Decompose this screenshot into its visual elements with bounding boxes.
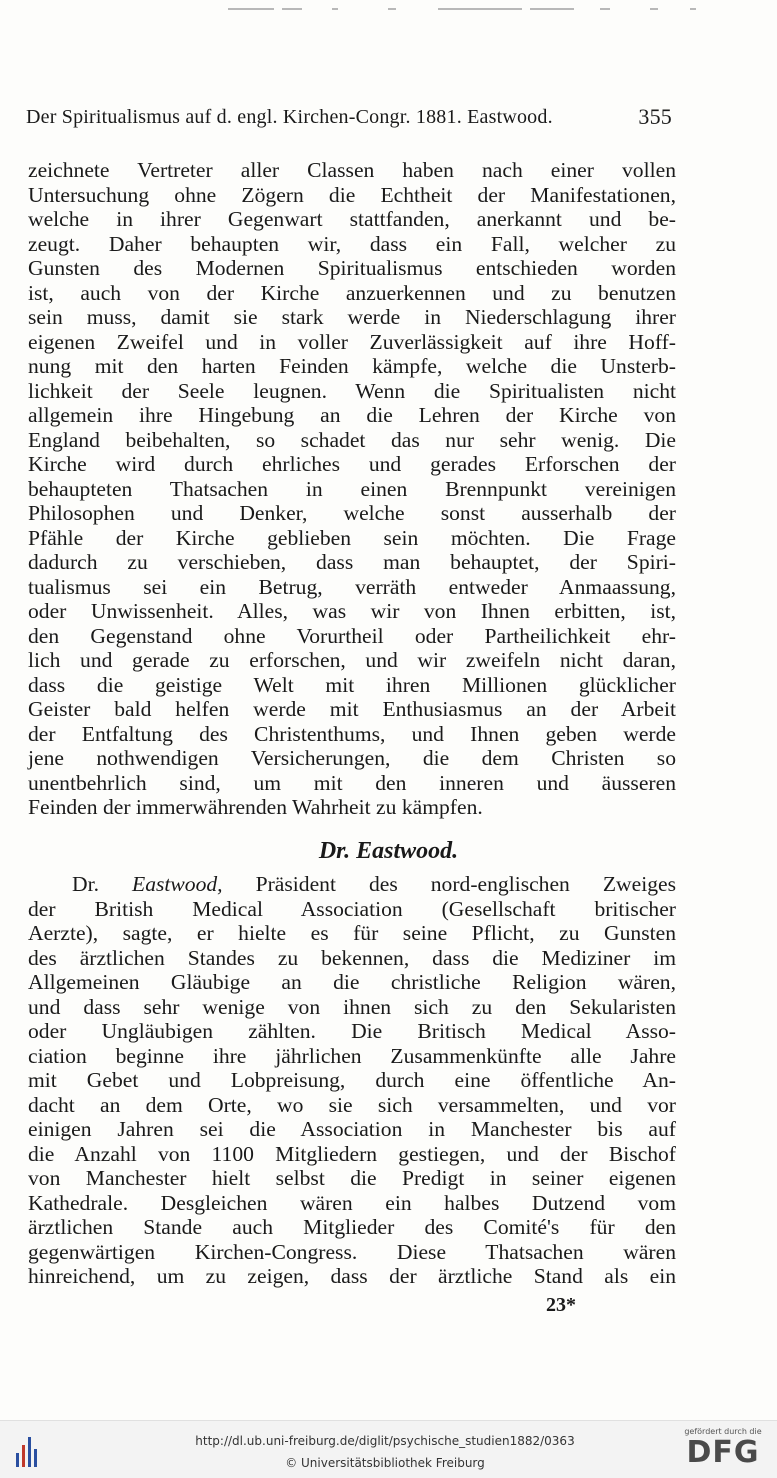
text-line: Aerzte), sagte, er hielte es für seine Pflicht, zu Gunsten — [28, 921, 676, 945]
text-line: ciation beginne ihre jährlichen Zusammenkünfte alle Jahre — [28, 1043, 676, 1068]
dfg-caption: gefördert durch die — [684, 1427, 762, 1436]
copyright-text: © Universitätsbibliothek Freiburg — [285, 1456, 485, 1470]
text-line: dass die geistige Welt mit ihren Millionen glücklicher — [28, 672, 676, 697]
text-line: der Entfaltung des Christenthums, und Ihnen geben werde — [28, 721, 676, 746]
text-line: den Gegenstand ohne Vorurtheil oder Partheilichkeit ehr- — [28, 623, 676, 648]
text-line: Feinden der immerwährenden Wahrheit zu kämpfen. — [28, 795, 483, 819]
text-line: sein muss, damit sie stark werde in Niederschlagung ihrer — [28, 305, 676, 329]
text-line: Gunsten des Modernen Spiritualismus entschieden worden — [28, 256, 676, 280]
first-line-prefix: Dr. — [72, 872, 132, 896]
text-line: zeugt. Daher behaupten wir, dass ein Fall, welcher zu — [28, 231, 676, 256]
text-line: zeichnete Vertreter aller Classen haben nach einer vollen — [28, 158, 676, 182]
person-name: Eastwood, — [132, 872, 223, 896]
text-line: lich und gerade zu erforschen, und wir zweifeln nicht daran, — [28, 648, 676, 672]
text-line: und dass sehr wenige von ihnen sich zu den Sekularisten — [28, 994, 676, 1019]
text-line: oder Unwissenheit. Alles, was wir von Ihnen erbitten, ist, — [28, 599, 676, 623]
text-line: einigen Jahren sei die Association in Manchester bis auf — [28, 1117, 676, 1141]
text-line: Geister bald helfen werde mit Enthusiasmus an der Arbeit — [28, 697, 676, 721]
dfg-logo — [677, 1427, 769, 1475]
paragraph-2 — [28, 872, 676, 1289]
text-line: behaupteten Thatsachen in einen Brennpunkt vereinigen — [28, 476, 676, 501]
text-line: jene nothwendigen Versicherungen, die dem Christen so — [28, 746, 676, 770]
text-line: allgemein ihre Hingebung an die Lehren der Kirche von — [28, 403, 676, 427]
text-line: die Anzahl von 1100 Mitgliedern gestiegen, und der Bischof — [28, 1141, 676, 1166]
text-line: Untersuchung ohne Zögern die Echtheit der Manifestationen, — [28, 182, 676, 207]
text-line: welche in ihrer Gegenwart stattfanden, anerkannt und be- — [28, 207, 676, 231]
running-head — [26, 104, 674, 132]
source-url-link[interactable]: http://dl.ub.uni-freiburg.de/diglit/psychische_studien1882/0363 — [195, 1434, 575, 1448]
text-line: Pfähle der Kirche geblieben sein möchten. Die Frage — [28, 525, 676, 550]
library-logo-icon — [8, 1433, 48, 1467]
text-line: ist, auch von der Kirche anzuerkennen und zu benutzen — [28, 280, 676, 305]
text-line: mit Gebet und Lobpreisung, durch eine öffentliche An- — [28, 1068, 676, 1092]
text-line: Kirche wird durch ehrliches und gerades Erforschen der — [28, 452, 676, 476]
text-line: gegenwärtigen Kirchen-Congress. Diese Thatsachen wären — [28, 1239, 676, 1264]
text-line: eigenen Zweifel und in voller Zuverlässigkeit auf ihre Hoff- — [28, 329, 676, 354]
dfg-logo-text: DFG — [686, 1435, 760, 1470]
text-line: nung mit den harten Feinden kämpfe, welche die Unsterb- — [28, 354, 676, 378]
text-line: England beibehalten, so schadet das nur sehr wenig. Die — [28, 427, 676, 452]
text-line: tualismus sei ein Betrug, verräth entweder Anmaassung, — [28, 574, 676, 599]
first-line-rest: Präsident des nord-englischen Zweiges — [222, 872, 677, 896]
text-line: Allgemeinen Gläubige an die christliche Religion wären, — [28, 970, 676, 994]
section-heading: Dr. Eastwood. — [318, 838, 459, 864]
text-line: unentbehrlich sind, um mit den inneren und äusseren — [28, 770, 676, 795]
text-line: dacht an dem Orte, wo sie sich versammelten, und vor — [28, 1092, 676, 1117]
text-line: lichkeit der Seele leugnen. Wenn die Spiritualisten nicht — [28, 378, 676, 403]
page-number: 355 — [638, 104, 672, 129]
running-head-title: Der Spiritualismus auf d. engl. Kirchen-Congr. 1881. Eastwood. — [26, 106, 553, 128]
text-line: des ärztlichen Standes zu bekennen, dass die Mediziner im — [28, 945, 676, 970]
text-line: oder Ungläubigen zählten. Die Britisch Medical Asso- — [28, 1019, 676, 1043]
text-line: Philosophen und Denker, welche sonst ausserhalb der — [28, 501, 676, 525]
footer-bar — [0, 1420, 777, 1478]
paragraph-1 — [28, 158, 676, 820]
signature-mark: 23* — [546, 1294, 576, 1316]
text-line: Kathedrale. Desgleichen wären ein halbes Dutzend vom — [28, 1190, 676, 1215]
text-line: von Manchester hielt selbst die Predigt in seiner eigenen — [28, 1166, 676, 1190]
scan-artifact-marks — [220, 4, 760, 14]
text-line: hinreichend, um zu zeigen, dass der ärztliche Stand als ein — [28, 1264, 676, 1288]
text-line — [28, 872, 676, 897]
text-line: der British Medical Association (Gesellschaft britischer — [28, 896, 676, 921]
text-line: dadurch zu verschieben, dass man behauptet, der Spiri- — [28, 550, 676, 574]
text-line: ärztlichen Stande auch Mitglieder des Comité's für den — [28, 1215, 676, 1239]
